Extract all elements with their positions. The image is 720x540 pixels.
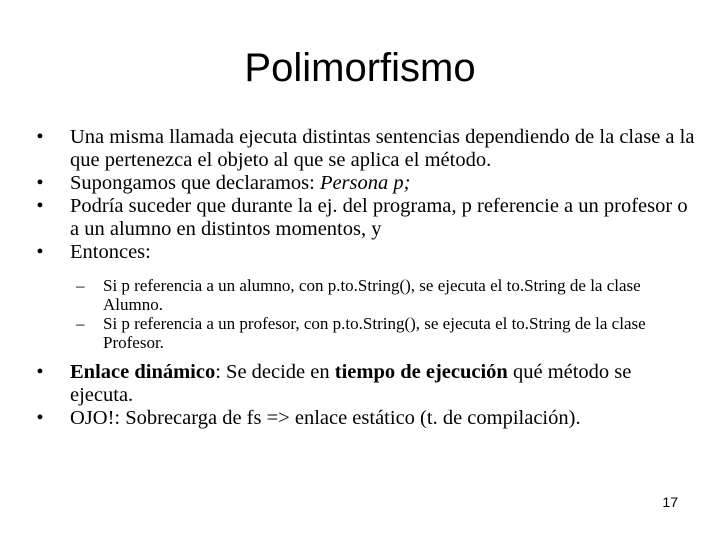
bullet-text: Podría suceder que durante la ej. del programa, p referencie a un profesor o a un alumno en distintos momentos, y — [70, 195, 688, 240]
bullet-marker: • — [36, 195, 44, 217]
bullet-marker: • — [36, 407, 44, 429]
bullet-text: Una misma llamada ejecuta distintas sentencias dependiendo de la clase a la que pertenezca el objeto al que se aplica el método. — [70, 126, 695, 171]
sub-bullet-text: Si p referencia a un profesor, con p.to.String(), se ejecuta el to.String de la clase Profesor. — [103, 314, 646, 352]
bullet-marker: • — [36, 241, 44, 263]
bullet-item — [30, 172, 696, 195]
term-dynamic-binding: Enlace dinámico — [70, 361, 216, 383]
slide-number: 17 — [662, 494, 678, 510]
bullet-text: OJO!: Sobrecarga de fs => enlace estático (t. de compilación). — [70, 407, 581, 429]
sub-bullet-marker: – — [76, 314, 85, 333]
slide-title: Polimorfismo — [244, 46, 476, 90]
bullet-text: : Se decide en — [215, 361, 335, 383]
bullet-marker: • — [36, 361, 44, 383]
bullet-item — [30, 361, 696, 407]
bullet-text: Entonces: — [70, 241, 151, 263]
bullet-text: qué método se ejecuta. — [70, 361, 632, 406]
declaration-code: Persona p; — [319, 172, 411, 194]
sub-bullet-item — [30, 276, 696, 314]
bullet-marker: • — [36, 172, 44, 194]
bullet-text: Supongamos que declaramos: — [70, 172, 320, 194]
sub-bullet-item — [30, 314, 696, 352]
bullet-item — [30, 407, 696, 430]
term-runtime: tiempo de ejecución — [334, 361, 508, 383]
bullet-marker: • — [36, 126, 44, 148]
bullet-item — [30, 126, 696, 172]
bullet-item — [30, 195, 696, 241]
sub-bullet-marker: – — [76, 276, 85, 295]
bullet-item — [30, 241, 696, 264]
sub-bullet-text: Si p referencia a un alumno, con p.to.String(), se ejecuta el to.String de la clase Alumno. — [103, 276, 641, 314]
slide-content — [30, 126, 696, 430]
